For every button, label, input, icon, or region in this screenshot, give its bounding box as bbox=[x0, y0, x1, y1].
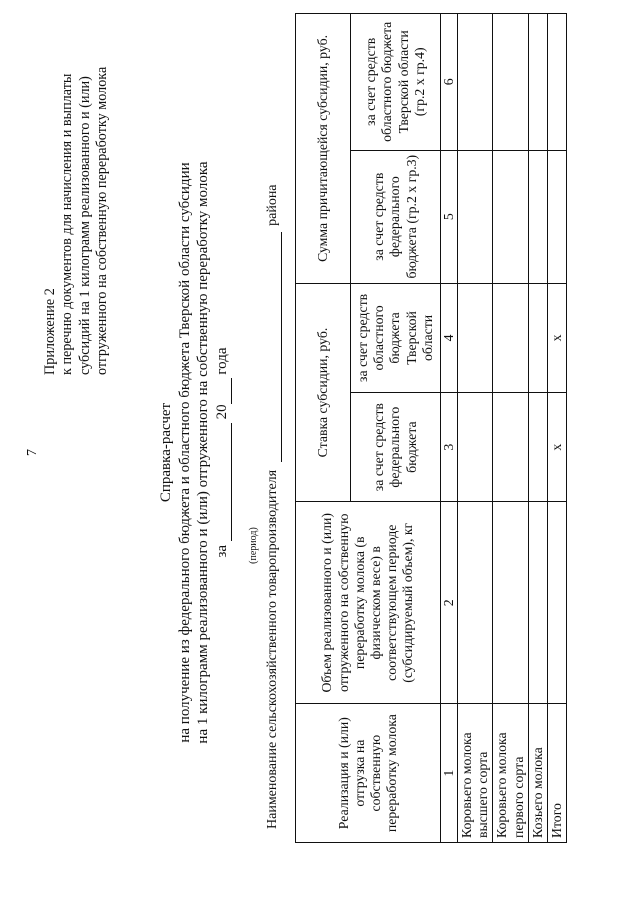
period-blank bbox=[213, 423, 233, 541]
column-number: 1 bbox=[441, 704, 458, 843]
certificate-title: Справка-расчет bbox=[158, 402, 174, 503]
table-cell bbox=[528, 393, 547, 502]
table-cell bbox=[548, 502, 567, 704]
annex-line: Приложение 2 bbox=[42, 288, 58, 375]
table-cell bbox=[548, 14, 567, 151]
table-cell bbox=[528, 283, 547, 392]
table-row bbox=[548, 14, 567, 843]
table-cell bbox=[528, 502, 547, 704]
period-caption-text: (период) bbox=[248, 527, 259, 564]
column-number: 2 bbox=[441, 502, 458, 704]
table-cell bbox=[458, 502, 493, 704]
table-cell bbox=[458, 14, 493, 151]
annex-line: субсидий на 1 килограмм реализованного и (или) bbox=[76, 76, 93, 375]
annex-caption bbox=[42, 67, 112, 375]
subsidy-table bbox=[295, 13, 567, 843]
table-header-row bbox=[296, 14, 351, 843]
page-number: 7 bbox=[25, 449, 40, 456]
annex-line: отгруженного на собственную переработку молока bbox=[94, 66, 111, 375]
certificate-subtitle: на 1 килограмм реализованного и (или) отгруженного на собственную переработку молока bbox=[195, 161, 211, 744]
producer-label: Наименование сельскохозяйственного товаропроизводителя bbox=[265, 469, 280, 829]
annex-line: к перечню документов для начисления и выплаты bbox=[59, 73, 76, 375]
period-line bbox=[213, 0, 233, 905]
table-cell bbox=[493, 283, 528, 392]
header-cell: за счет средств областного бюджета Тверской области (гр.2 х гр.4) bbox=[351, 14, 441, 151]
header-cell: Сумма причитающейся субсидии, руб. bbox=[296, 14, 351, 284]
header-cell: Ставка субсидии, руб. bbox=[296, 283, 351, 501]
table-cell bbox=[493, 502, 528, 704]
table-cell bbox=[458, 393, 493, 502]
table-cell bbox=[493, 393, 528, 502]
table-cell bbox=[458, 283, 493, 392]
table-cell bbox=[493, 14, 528, 151]
period-suffix: года bbox=[213, 347, 230, 375]
row-label: Итого bbox=[548, 704, 567, 843]
table-cell bbox=[528, 14, 547, 151]
producer-suffix: района bbox=[265, 184, 280, 226]
row-label: Козьего молока bbox=[528, 704, 547, 843]
certificate-heading bbox=[157, 0, 232, 905]
table-row bbox=[493, 14, 528, 843]
header-cell: за счет средств областного бюджета Тверской области bbox=[351, 283, 441, 392]
period-year-prefix: 20 bbox=[213, 404, 230, 420]
column-number-row bbox=[441, 14, 458, 843]
period-prefix: за bbox=[213, 544, 230, 558]
table-cell: х bbox=[548, 283, 567, 392]
table-cell bbox=[493, 150, 528, 283]
certificate-subtitle: на получение из федерального бюджета и областного бюджета Тверской области субсидии bbox=[176, 162, 193, 743]
header-cell: за счет средств федерального бюджета (гр.2 х гр.3) bbox=[351, 150, 441, 283]
producer-blank bbox=[265, 232, 282, 462]
table-cell bbox=[458, 150, 493, 283]
column-number: 5 bbox=[441, 150, 458, 283]
row-label: Коровьего молока первого сорта bbox=[493, 704, 528, 843]
table-cell: х bbox=[548, 393, 567, 502]
table-row bbox=[528, 14, 547, 843]
column-number: 6 bbox=[441, 14, 458, 151]
column-number: 3 bbox=[441, 393, 458, 502]
table-row bbox=[458, 14, 493, 843]
header-cell: Объем реализованного и (или) отгруженного на собственную переработку молока (в физическом весе) в соответствующем периоде (субсидируемый объем), кг bbox=[296, 502, 441, 704]
period-caption bbox=[248, 0, 259, 905]
year-blank bbox=[213, 378, 233, 404]
table-cell bbox=[548, 150, 567, 283]
header-cell: за счет средств федерального бюджета bbox=[351, 393, 441, 502]
table-cell bbox=[528, 150, 547, 283]
column-number: 4 bbox=[441, 283, 458, 392]
row-label: Коровьего молока высшего сорта bbox=[458, 704, 493, 843]
producer-row bbox=[265, 184, 282, 829]
header-cell: Реализация и (или) отгрузка на собственную переработку молока bbox=[296, 704, 441, 843]
